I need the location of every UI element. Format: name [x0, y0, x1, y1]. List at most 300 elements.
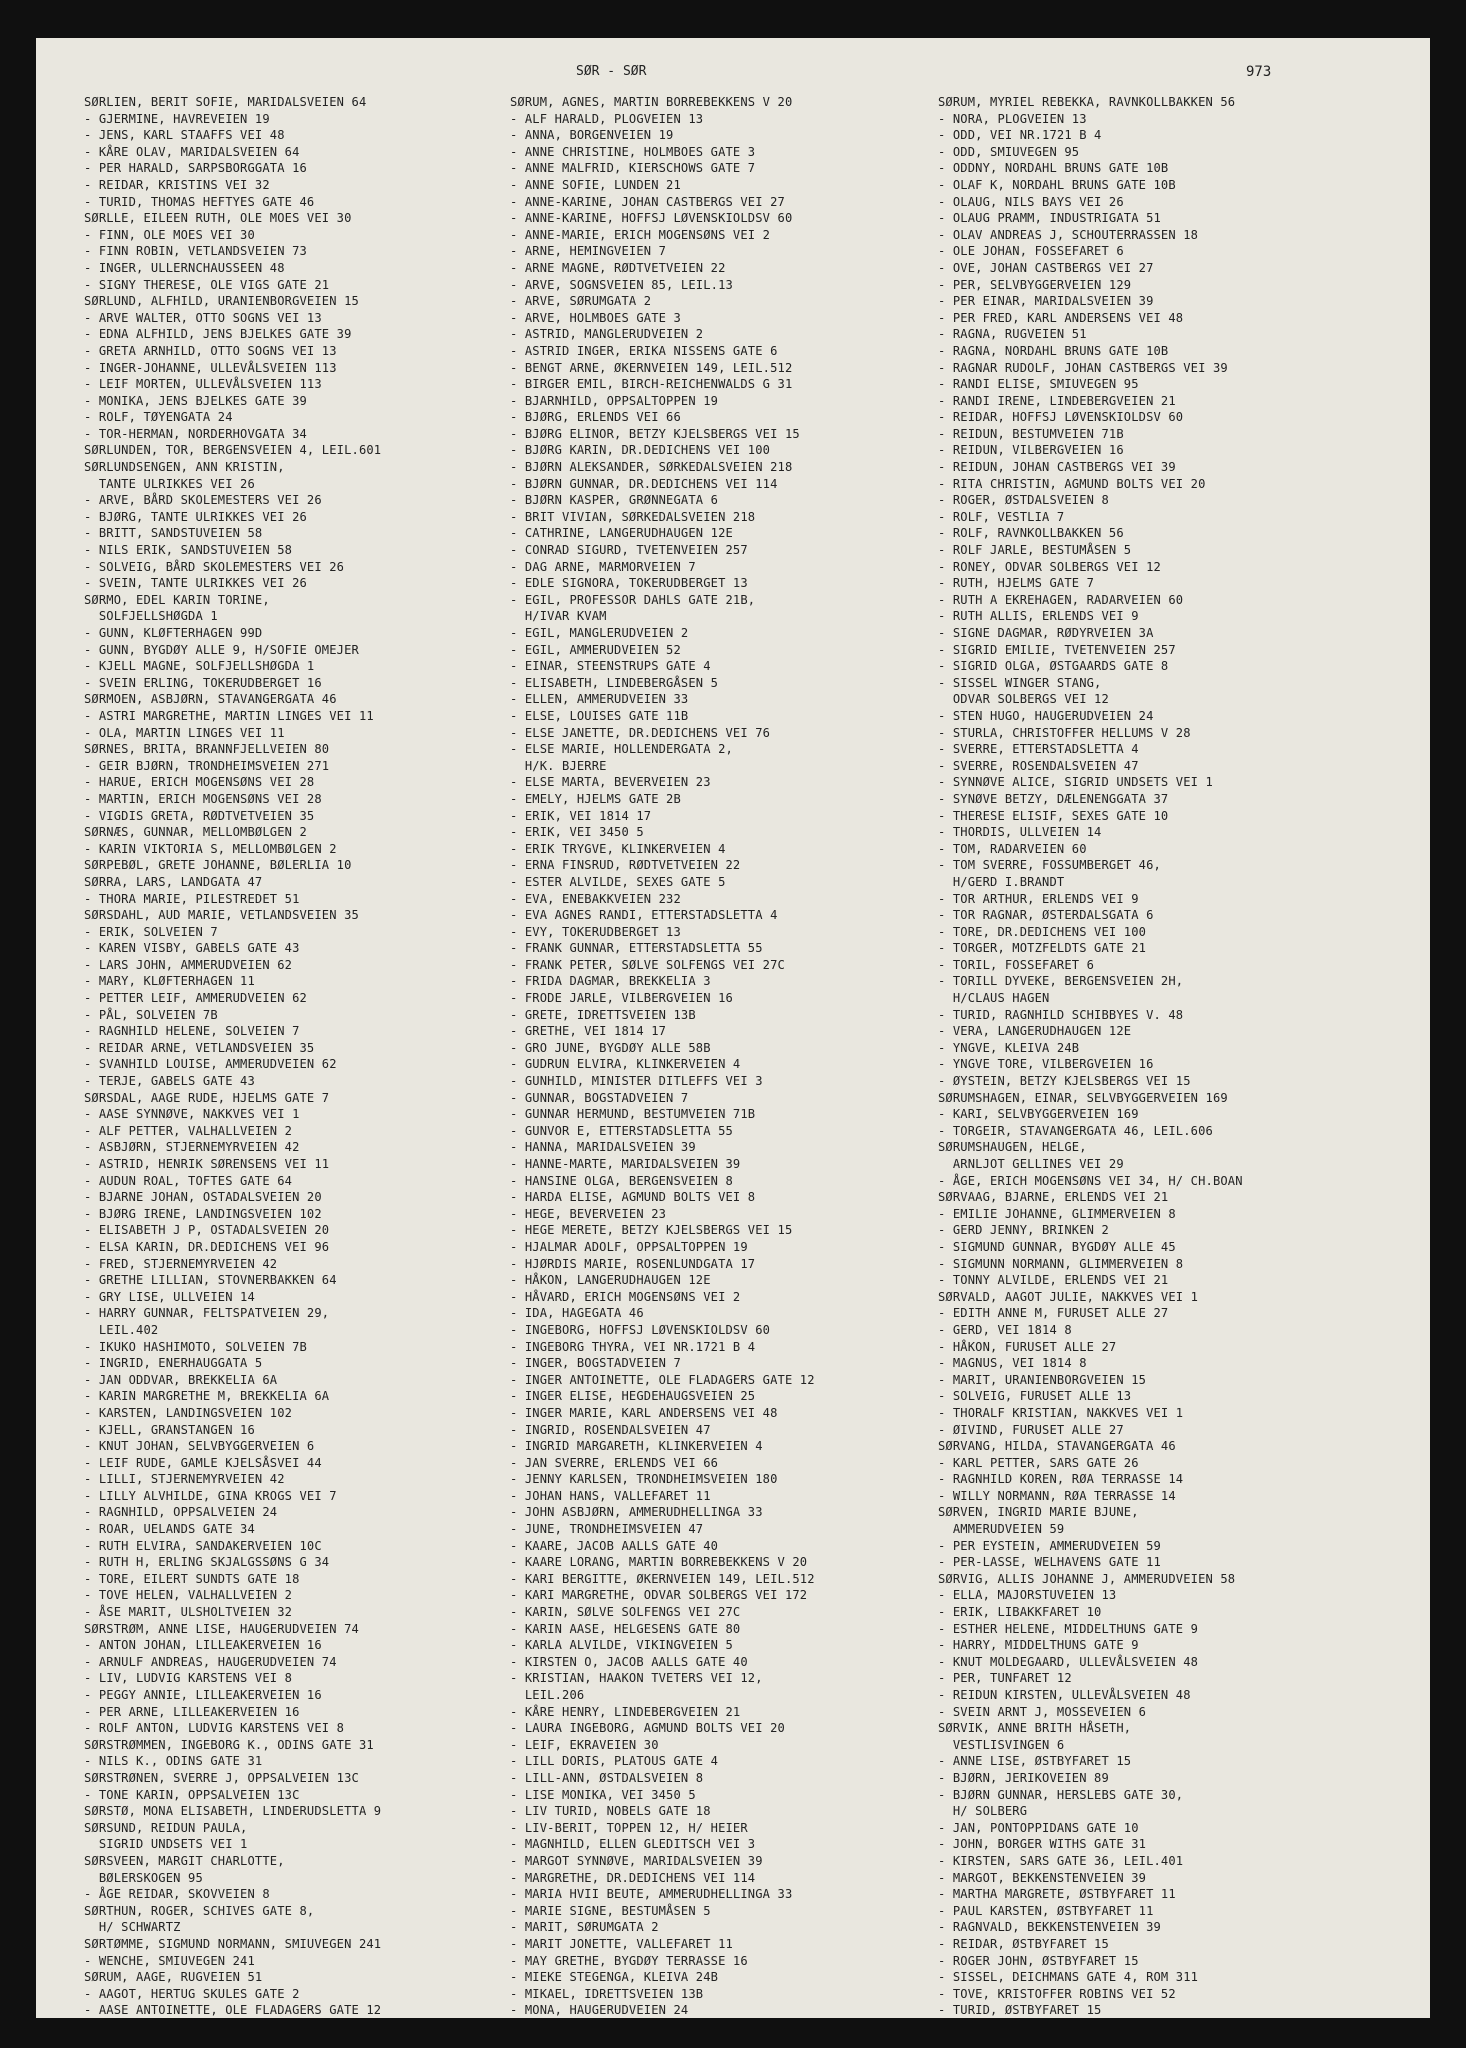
- directory-entry: - STEN HUGO, HAUGERUDVEIEN 24: [938, 708, 1154, 723]
- directory-entry: - OLAUG, NILS BAYS VEI 26: [938, 194, 1124, 209]
- directory-entry: - MARGOT, BEKKENSTENVEIEN 39: [938, 1870, 1147, 1885]
- directory-entry: - ASTRID, MANGLERUDVEIEN 2: [510, 327, 704, 342]
- directory-entry: - GEIR BJØRN, TRONDHEIMSVEIEN 271: [84, 758, 330, 773]
- directory-entry: - ODD, SMIUVEGEN 95: [938, 144, 1080, 159]
- directory-entry: - MARIT JONETTE, VALLEFARET 11: [510, 1936, 733, 1951]
- directory-entry: - GERD JENNY, BRINKEN 2: [938, 1223, 1109, 1238]
- directory-entry: - EVA, ENEBAKKVEIEN 232: [510, 891, 681, 906]
- directory-entry: - BENGT ARNE, ØKERNVEIEN 149, LEIL.512: [510, 360, 793, 375]
- directory-entry: - ELSE MARTA, BEVERVEIEN 23: [510, 775, 711, 790]
- directory-entry: H/ SOLBERG: [938, 1804, 1028, 1819]
- directory-entry: - LILL DORIS, PLATOUS GATE 4: [510, 1754, 719, 1769]
- directory-entry: - HEGE MERETE, BETZY KJELSBERGS VEI 15: [510, 1223, 793, 1238]
- directory-entry: - HÅKON, LANGERUDHAUGEN 12E: [510, 1273, 711, 1288]
- directory-entry: - ODDNY, NORDAHL BRUNS GATE 10B: [938, 161, 1169, 176]
- directory-entry: - KJELL MAGNE, SOLFJELLSHØGDA 1: [84, 659, 315, 674]
- directory-entry: - THERESE ELISIF, SEXES GATE 10: [938, 808, 1169, 823]
- directory-entry: - RUTH A EKREHAGEN, RADARVEIEN 60: [938, 592, 1184, 607]
- directory-entry: SØRMOEN, ASBJØRN, STAVANGERGATA 46: [84, 692, 337, 707]
- directory-entry: - HARDA ELISE, AGMUND BOLTS VEI 8: [510, 1190, 756, 1205]
- directory-entry: - ARNE MAGNE, RØDTVETVEIEN 22: [510, 260, 726, 275]
- directory-entry: - TERJE, GABELS GATE 43: [84, 1074, 255, 1089]
- directory-entry: - MARGOT SYNNØVE, MARIDALSVEIEN 39: [510, 1853, 763, 1868]
- directory-entry: SØRNES, BRITA, BRANNFJELLVEIEN 80: [84, 742, 330, 757]
- column-3: [938, 94, 1378, 2019]
- directory-entry: - TONNY ALVILDE, ERLENDS VEI 21: [938, 1273, 1169, 1288]
- directory-entry: - PÅL, SOLVEIEN 7B: [84, 1007, 218, 1022]
- directory-entry: - IKUKO HASHIMOTO, SOLVEIEN 7B: [84, 1339, 307, 1354]
- directory-entry: SØRSUND, REIDUN PAULA,: [84, 1820, 248, 1835]
- directory-entry: - ELLA, MAJORSTUVEIEN 13: [938, 1588, 1117, 1603]
- directory-entry: - MARY, KLØFTERHAGEN 11: [84, 974, 255, 989]
- directory-entry: - SIGMUND GUNNAR, BYGDØY ALLE 45: [938, 1239, 1176, 1254]
- directory-entry: - LEIF, EKRAVEIEN 30: [510, 1737, 659, 1752]
- directory-entry: ODVAR SOLBERGS VEI 12: [938, 692, 1109, 707]
- directory-entry: - ANNE LISE, ØSTBYFARET 15: [938, 1754, 1132, 1769]
- directory-entry: - HÅVARD, ERICH MOGENSØNS VEI 2: [510, 1289, 741, 1304]
- directory-entry: - TOM, RADARVEIEN 60: [938, 841, 1087, 856]
- directory-entry: - GRETE, IDRETTSVEIEN 13B: [510, 1007, 696, 1022]
- directory-entry: - LIV-BERIT, TOPPEN 12, H/ HEIER: [510, 1820, 748, 1835]
- directory-entry: SØRVALD, AAGOT JULIE, NAKKVES VEI 1: [938, 1289, 1199, 1304]
- directory-entry: SOLFJELLSHØGDA 1: [84, 609, 218, 624]
- directory-entry: - RAGNHILD, OPPSALVEIEN 24: [84, 1505, 278, 1520]
- directory-entry: - INGRID, ENERHAUGGATA 5: [84, 1356, 263, 1371]
- directory-entry: - LIV TURID, NOBELS GATE 18: [510, 1804, 711, 1819]
- directory-entry: - JUNE, TRONDHEIMSVEIEN 47: [510, 1522, 704, 1537]
- directory-entry: - EGIL, MANGLERUDVEIEN 2: [510, 626, 689, 640]
- directory-entry: - RAGNHILD KOREN, RØA TERRASSE 14: [938, 1472, 1184, 1487]
- directory-entry: - SVEIN ARNT J, MOSSEVEIEN 6: [938, 1704, 1147, 1719]
- directory-entry: SØRLLE, EILEEN RUTH, OLE MOES VEI 30: [84, 211, 352, 226]
- directory-entry: BØLERSKOGEN 95: [84, 1870, 203, 1885]
- directory-entry: - REIDUN, BESTUMVEIEN 71B: [938, 426, 1124, 441]
- directory-entry: - RAGNAR RUDOLF, JOHAN CASTBERGS VEI 39: [938, 360, 1228, 375]
- directory-entry: - ØYSTEIN, BETZY KJELSBERGS VEI 15: [938, 1074, 1191, 1089]
- directory-entry: - GUNNAR HERMUND, BESTUMVEIEN 71B: [510, 1107, 756, 1122]
- directory-entry: SØRSTRØNEN, SVERRE J, OPPSALVEIEN 13C: [84, 1770, 359, 1785]
- directory-entry: - REIDUN, VILBERGVEIEN 16: [938, 443, 1124, 458]
- directory-entry: - TOR-HERMAN, NORDERHOVGATA 34: [84, 426, 307, 441]
- directory-entry: - TURID, THOMAS HEFTYES GATE 46: [84, 194, 315, 209]
- directory-entry: - FINN, OLE MOES VEI 30: [84, 227, 255, 242]
- directory-entry: SØRVEN, INGRID MARIE BJUNE,: [938, 1505, 1139, 1520]
- directory-entry: - RAGNHILD HELENE, SOLVEIEN 7: [84, 1024, 300, 1039]
- directory-entry: - LILLI, STJERNEMYRVEIEN 42: [84, 1472, 285, 1487]
- directory-entry: - ELSE, LOUISES GATE 11B: [510, 708, 689, 723]
- directory-entry: - WILLY NORMANN, RØA TERRASSE 14: [938, 1488, 1176, 1503]
- directory-entry: - LISE MONIKA, VEI 3450 5: [510, 1787, 696, 1802]
- directory-entry: - BRITT, SANDSTUVEIEN 58: [84, 526, 263, 541]
- directory-entry: - YNGVE, KLEIVA 24B: [938, 1040, 1080, 1055]
- directory-entry: - REIDUN KIRSTEN, ULLEVÅLSVEIEN 48: [938, 1688, 1191, 1702]
- directory-entry: - TURID, ØSTBYFARET 15: [938, 2003, 1102, 2018]
- directory-entry: - BJØRG, TANTE ULRIKKES VEI 26: [84, 509, 307, 524]
- directory-entry: - GUNN, KLØFTERHAGEN 99D: [84, 626, 263, 640]
- directory-entry: - ARVE, BÅRD SKOLEMESTERS VEI 26: [84, 493, 322, 508]
- directory-entry: - MARTIN, ERICH MOGENSØNS VEI 28: [84, 791, 322, 806]
- directory-entry: - GUNHILD, MINISTER DITLEFFS VEI 3: [510, 1074, 763, 1089]
- page-header: [36, 64, 1430, 88]
- directory-entry: - SIGRID EMILIE, TVETENVEIEN 257: [938, 642, 1176, 657]
- directory-entry: - ROLF ANTON, LUDVIG KARSTENS VEI 8: [84, 1721, 345, 1736]
- directory-entry: - ERNA FINSRUD, RØDTVETVEIEN 22: [510, 858, 741, 873]
- directory-entry: - RUTH H, ERLING SKJALGSSØNS G 34: [84, 1555, 330, 1570]
- directory-entry: SØRLUNDSENGEN, ANN KRISTIN,: [84, 460, 285, 475]
- directory-entry: - ERIK, VEI 1814 17: [510, 808, 652, 823]
- directory-entry: - MAY GRETHE, BYGDØY TERRASSE 16: [510, 1953, 748, 1968]
- directory-entry: - TURID, RAGNHILD SCHIBBYES V. 48: [938, 1007, 1184, 1022]
- directory-entry: SØRLIEN, BERIT SOFIE, MARIDALSVEIEN 64: [84, 95, 367, 109]
- directory-entry: - RAGNA, NORDAHL BRUNS GATE 10B: [938, 343, 1169, 358]
- directory-entry: - THORALF KRISTIAN, NAKKVES VEI 1: [938, 1405, 1184, 1420]
- directory-entry: - GRETHE, VEI 1814 17: [510, 1024, 667, 1039]
- directory-entry: - OLAUG PRAMM, INDUSTRIGATA 51: [938, 211, 1161, 226]
- directory-entry: - WENCHE, SMIUVEGEN 241: [84, 1953, 255, 1968]
- directory-entry: SØRSTRØMMEN, INGEBORG K., ODINS GATE 31: [84, 1737, 374, 1752]
- directory-entry: - EVY, TOKERUDBERGET 13: [510, 924, 681, 939]
- directory-entry: - REIDAR, KRISTINS VEI 32: [84, 177, 270, 192]
- directory-entry: - ARNULF ANDREAS, HAUGERUDVEIEN 74: [84, 1654, 337, 1669]
- directory-entry: - RITA CHRISTIN, AGMUND BOLTS VEI 20: [938, 476, 1206, 491]
- directory-entry: H/ SCHWARTZ: [84, 1920, 181, 1935]
- directory-entry: - RAGNVALD, BEKKENSTENVEIEN 39: [938, 1920, 1161, 1935]
- directory-entry: SØRSTØ, MONA ELISABETH, LINDERUDSLETTA 9: [84, 1804, 382, 1819]
- directory-entry: - ROGER, ØSTDALSVEIEN 8: [938, 493, 1109, 508]
- directory-entry: - KAARE, JACOB AALLS GATE 40: [510, 1538, 719, 1553]
- directory-entry: - HARUE, ERICH MOGENSØNS VEI 28: [84, 775, 315, 790]
- directory-entry: - PER HARALD, SARPSBORGGATA 16: [84, 161, 307, 176]
- directory-entry: - ROLF, RAVNKOLLBAKKEN 56: [938, 526, 1124, 541]
- directory-entry: - REIDAR, ØSTBYFARET 15: [938, 1936, 1109, 1951]
- directory-entry: - VERA, LANGERUDHAUGEN 12E: [938, 1024, 1132, 1039]
- directory-entry: - REIDAR, HOFFSJ LØVENSKIOLDSV 60: [938, 410, 1184, 425]
- directory-entry: - INGER, ULLERNCHAUSSEEN 48: [84, 260, 285, 275]
- directory-entry: - YNGVE TORE, VILBERGVEIEN 16: [938, 1057, 1154, 1072]
- directory-entry: - AASE SYNNØVE, NAKKVES VEI 1: [84, 1107, 300, 1122]
- directory-entry: - NILS ERIK, SANDSTUVEIEN 58: [84, 543, 293, 558]
- directory-entry: H/GERD I.BRANDT: [938, 874, 1065, 889]
- directory-entry: - MONA, HAUGERUDVEIEN 24: [510, 2003, 689, 2018]
- directory-entry: - INGER ELISE, HEGDEHAUGSVEIEN 25: [510, 1389, 756, 1404]
- directory-entry: - KNUT MOLDEGAARD, ULLEVÅLSVEIEN 48: [938, 1654, 1199, 1669]
- directory-entry: - ÅGE, ERICH MOGENSØNS VEI 34, H/ CH.BOAN: [938, 1173, 1243, 1188]
- directory-entry: - RUTH ELVIRA, SANDAKERVEIEN 10C: [84, 1538, 322, 1553]
- directory-entry: - BJARNHILD, OPPSALTOPPEN 19: [510, 393, 719, 408]
- column-2: [510, 94, 950, 2019]
- directory-entry: - ROLF JARLE, BESTUMÅSEN 5: [938, 543, 1132, 558]
- directory-entry: - HARRY, MIDDELTHUNS GATE 9: [938, 1638, 1139, 1653]
- directory-entry: - ARVE, HOLMBOES GATE 3: [510, 310, 681, 325]
- directory-entry: - SISSEL WINGER STANG,: [938, 675, 1102, 690]
- directory-entry: - TOVE, KRISTOFFER ROBINS VEI 52: [938, 1986, 1176, 2001]
- directory-entry: - GRO JUNE, BYGDØY ALLE 58B: [510, 1040, 711, 1055]
- page-number: 973: [1246, 64, 1272, 80]
- directory-entry: - HARRY GUNNAR, FELTSPATVEIEN 29,: [84, 1306, 330, 1321]
- directory-entry: - KRISTIAN, HAAKON TVETERS VEI 12,: [510, 1671, 763, 1686]
- directory-entry: - JENNY KARLSEN, TRONDHEIMSVEIEN 180: [510, 1472, 778, 1487]
- directory-entry: - BJØRN GUNNAR, DR.DEDICHENS VEI 114: [510, 476, 778, 491]
- directory-entry: - FRED, STJERNEMYRVEIEN 42: [84, 1256, 278, 1271]
- directory-entry: - EDLE SIGNORA, TOKERUDBERGET 13: [510, 576, 748, 591]
- directory-entry: - SYNNØVE ALICE, SIGRID UNDSETS VEI 1: [938, 775, 1213, 790]
- directory-entry: - RANDI IRENE, LINDEBERGVEIEN 21: [938, 393, 1176, 408]
- directory-entry: VESTLISVINGEN 6: [938, 1737, 1065, 1752]
- directory-entry: - SIGNY THERESE, OLE VIGS GATE 21: [84, 277, 330, 292]
- directory-entry: - PER FRED, KARL ANDERSENS VEI 48: [938, 310, 1184, 325]
- directory-entry: - SVERRE, ETTERSTADSLETTA 4: [938, 742, 1139, 757]
- directory-entry: - MAGNUS, VEI 1814 8: [938, 1356, 1087, 1371]
- directory-entry: - KARI BERGITTE, ØKERNVEIEN 149, LEIL.512: [510, 1571, 815, 1586]
- directory-entry: - SVEIN, TANTE ULRIKKES VEI 26: [84, 576, 307, 591]
- directory-entry: - LILLY ALVHILDE, GINA KROGS VEI 7: [84, 1488, 337, 1503]
- directory-entry: - PER, SELVBYGGERVEIEN 129: [938, 277, 1132, 292]
- directory-entry: - ÅGE REIDAR, SKOVVEIEN 8: [84, 1887, 270, 1902]
- directory-entry: - ELISABETH, LINDEBERGÅSEN 5: [510, 675, 719, 690]
- directory-entry: - LEIF RUDE, GAMLE KJELSÅSVEI 44: [84, 1455, 322, 1470]
- directory-entry: - NORA, PLOGVEIEN 13: [938, 111, 1087, 126]
- directory-entry: - JOHN ASBJØRN, AMMERUDHELLINGA 33: [510, 1505, 763, 1520]
- directory-entry: - BIRGER EMIL, BIRCH-REICHENWALDS G 31: [510, 377, 793, 392]
- directory-entry: - KARLA ALVILDE, VIKINGVEIEN 5: [510, 1638, 733, 1653]
- directory-entry: - LEIF MORTEN, ULLEVÅLSVEIEN 113: [84, 377, 322, 392]
- directory-entry: - PETTER LEIF, AMMERUDVEIEN 62: [84, 991, 307, 1006]
- directory-entry: - RANDI ELISE, SMIUVEGEN 95: [938, 377, 1139, 392]
- directory-entry: - TONE KARIN, OPPSALVEIEN 13C: [84, 1787, 300, 1802]
- directory-entry: - LIV, LUDVIG KARSTENS VEI 8: [84, 1671, 293, 1686]
- directory-entry: - OLAF K, NORDAHL BRUNS GATE 10B: [938, 177, 1176, 192]
- directory-entry: TANTE ULRIKKES VEI 26: [84, 476, 255, 491]
- directory-entry: - ODD, VEI NR.1721 B 4: [938, 128, 1102, 143]
- directory-entry: - ELISABETH J P, OSTADALSVEIEN 20: [84, 1223, 330, 1238]
- directory-entry: - RAGNA, RUGVEIEN 51: [938, 327, 1087, 342]
- directory-entry: - RONEY, ODVAR SOLBERGS VEI 12: [938, 559, 1161, 574]
- directory-entry: SØRMO, EDEL KARIN TORINE,: [84, 592, 270, 607]
- directory-entry: - PER ARNE, LILLEAKERVEIEN 16: [84, 1704, 300, 1719]
- directory-entry: - ERIK, VEI 3450 5: [510, 825, 644, 840]
- directory-entry: - MARIE SIGNE, BESTUMÅSEN 5: [510, 1903, 711, 1918]
- directory-entry: - ERIK, LIBAKKFARET 10: [938, 1605, 1102, 1620]
- directory-entry: - MIEKE STEGENGA, KLEIVA 24B: [510, 1970, 719, 1985]
- column-1: [84, 94, 524, 2019]
- directory-entry: - HJØRDIS MARIE, ROSENLUNDGATA 17: [510, 1256, 756, 1271]
- directory-entry: - INGEBORG THYRA, VEI NR.1721 B 4: [510, 1339, 756, 1354]
- directory-entry: - LARS JOHN, AMMERUDVEIEN 62: [84, 957, 293, 972]
- directory-entry: - ARVE, SØRUMGATA 2: [510, 294, 652, 309]
- directory-entry: - ERIK, SOLVEIEN 7: [84, 924, 218, 939]
- directory-entry: - KJELL, GRANSTANGEN 16: [84, 1422, 255, 1437]
- directory-entry: - JENS, KARL STAAFFS VEI 48: [84, 128, 285, 143]
- directory-entry: - SISSEL, DEICHMANS GATE 4, ROM 311: [938, 1970, 1199, 1985]
- directory-entry: - ELSA KARIN, DR.DEDICHENS VEI 96: [84, 1239, 330, 1254]
- directory-entry: SØRSVEEN, MARGIT CHARLOTTE,: [84, 1853, 285, 1868]
- directory-entry: - SIGMUNN NORMANN, GLIMMERVEIEN 8: [938, 1256, 1184, 1271]
- directory-entry: - ARNE, HEMINGVEIEN 7: [510, 244, 667, 259]
- directory-entry: - ELSE JANETTE, DR.DEDICHENS VEI 76: [510, 725, 771, 740]
- directory-entry: - HANNE-MARTE, MARIDALSVEIEN 39: [510, 1157, 741, 1171]
- directory-entry: - KARIN MARGRETHE M, BREKKELIA 6A: [84, 1389, 330, 1404]
- directory-entry: - TOR RAGNAR, ØSTERDALSGATA 6: [938, 908, 1154, 923]
- directory-entry: H/CLAUS HAGEN: [938, 991, 1050, 1006]
- directory-entry: - PER-LASSE, WELHAVENS GATE 11: [938, 1555, 1161, 1570]
- directory-entry: - TORE, EILERT SUNDTS GATE 18: [84, 1571, 300, 1586]
- directory-entry: - BRIT VIVIAN, SØRKEDALSVEIEN 218: [510, 509, 756, 524]
- directory-entry: SØRLUND, ALFHILD, URANIENBORGVEIEN 15: [84, 294, 359, 309]
- directory-entry: SØRVIK, ANNE BRITH HÅSETH,: [938, 1721, 1132, 1736]
- directory-entry: - ANNE-KARINE, JOHAN CASTBERGS VEI 27: [510, 194, 785, 209]
- directory-entry: - OLAV ANDREAS J, SCHOUTERRASSEN 18: [938, 227, 1199, 242]
- directory-entry: - PEGGY ANNIE, LILLEAKERVEIEN 16: [84, 1688, 322, 1702]
- directory-entry: - TORE, DR.DEDICHENS VEI 100: [938, 924, 1147, 939]
- directory-entry: - ARVE, SOGNSVEIEN 85, LEIL.13: [510, 277, 733, 292]
- directory-entry: - MARIT, URANIENBORGVEIEN 15: [938, 1372, 1147, 1387]
- directory-entry: - KAREN VISBY, GABELS GATE 43: [84, 941, 300, 956]
- directory-entry: - BJØRN ALEKSANDER, SØRKEDALSVEIEN 218: [510, 460, 793, 475]
- directory-entry: - BJARNE JOHAN, OSTADALSVEIEN 20: [84, 1190, 322, 1205]
- directory-entry: - FINN ROBIN, VETLANDSVEIEN 73: [84, 244, 307, 259]
- directory-entry: - JAN SVERRE, ERLENDS VEI 66: [510, 1455, 719, 1470]
- directory-entry: SØRUM, MYRIEL REBEKKA, RAVNKOLLBAKKEN 56: [938, 95, 1236, 109]
- directory-entry: - CONRAD SIGURD, TVETENVEIEN 257: [510, 543, 748, 558]
- directory-entry: - KARIN AASE, HELGESENS GATE 80: [510, 1621, 741, 1636]
- directory-entry: - BJØRN KASPER, GRØNNEGATA 6: [510, 493, 719, 508]
- directory-entry: - CATHRINE, LANGERUDHAUGEN 12E: [510, 526, 733, 541]
- directory-entry: - VIGDIS GRETA, RØDTVETVEIEN 35: [84, 808, 315, 823]
- directory-entry: - TORIL, FOSSEFARET 6: [938, 957, 1095, 972]
- directory-entry: - KARIN VIKTORIA S, MELLOMBØLGEN 2: [84, 841, 337, 856]
- directory-entry: - KÅRE HENRY, LINDEBERGVEIEN 21: [510, 1704, 741, 1719]
- directory-entry: - INGRID, ROSENDALSVEIEN 47: [510, 1422, 711, 1437]
- directory-entry: H/IVAR KVAM: [510, 609, 607, 624]
- directory-entry: - EINAR, STEENSTRUPS GATE 4: [510, 659, 711, 674]
- directory-entry: SØRTØMME, SIGMUND NORMANN, SMIUVEGEN 241: [84, 1936, 382, 1951]
- directory-entry: - KIRSTEN O, JACOB AALLS GATE 40: [510, 1654, 748, 1669]
- directory-entry: - INGRID MARGARETH, KLINKERVEIEN 4: [510, 1439, 763, 1454]
- directory-entry: - PER, TUNFARET 12: [938, 1671, 1072, 1686]
- directory-entry: - HEGE, BEVERVEIEN 23: [510, 1206, 667, 1221]
- directory-entry: LEIL.402: [84, 1322, 159, 1337]
- directory-entry: - KARIN, SØLVE SOLFENGS VEI 27C: [510, 1605, 741, 1620]
- directory-entry: - BJØRG, ERLENDS VEI 66: [510, 410, 681, 425]
- directory-entry: - ANNE-KARINE, HOFFSJ LØVENSKIOLDSV 60: [510, 211, 793, 226]
- directory-entry: - SIGNE DAGMAR, RØDYRVEIEN 3A: [938, 626, 1154, 640]
- directory-entry: - KNUT JOHAN, SELVBYGGERVEIEN 6: [84, 1439, 315, 1454]
- directory-entry: SØRRA, LARS, LANDGATA 47: [84, 874, 263, 889]
- directory-entry: - ASTRI MARGRETHE, MARTIN LINGES VEI 11: [84, 708, 374, 723]
- directory-entry: - AUDUN ROAL, TOFTES GATE 64: [84, 1173, 293, 1188]
- directory-entry: - RUTH, HJELMS GATE 7: [938, 576, 1095, 591]
- directory-entry: - EDITH ANNE M, FURUSET ALLE 27: [938, 1306, 1169, 1321]
- directory-entry: - FRODE JARLE, VILBERGVEIEN 16: [510, 991, 733, 1006]
- directory-entry: - KARL PETTER, SARS GATE 26: [938, 1455, 1139, 1470]
- directory-entry: SØRSDAL, AAGE RUDE, HJELMS GATE 7: [84, 1090, 330, 1105]
- directory-entry: - ANNE-MARIE, ERICH MOGENSØNS VEI 2: [510, 227, 771, 242]
- directory-entry: - HANNA, MARIDALSVEIEN 39: [510, 1140, 696, 1155]
- directory-entry: - ANNE MALFRID, KIERSCHOWS GATE 7: [510, 161, 756, 176]
- directory-entry: - GERD, VEI 1814 8: [938, 1322, 1072, 1337]
- directory-entry: - PER EYSTEIN, AMMERUDVEIEN 59: [938, 1538, 1161, 1553]
- directory-entry: - EMELY, HJELMS GATE 2B: [510, 791, 681, 806]
- directory-entry: - RUTH ALLIS, ERLENDS VEI 9: [938, 609, 1139, 624]
- directory-entry: - INGEBORG, HOFFSJ LØVENSKIOLDSV 60: [510, 1322, 771, 1337]
- directory-entry: AMMERUDVEIEN 59: [938, 1522, 1065, 1537]
- directory-entry: - ROLF, TØYENGATA 24: [84, 410, 233, 425]
- directory-entry: - TOVE HELEN, VALHALLVEIEN 2: [84, 1588, 293, 1603]
- directory-entry: - HJALMAR ADOLF, OPPSALTOPPEN 19: [510, 1239, 748, 1254]
- directory-entry: SØRUMSHAGEN, EINAR, SELVBYGGERVEIEN 169: [938, 1090, 1228, 1105]
- directory-entry: - SOLVEIG, BÅRD SKOLEMESTERS VEI 26: [84, 559, 345, 574]
- directory-entry: - INGER-JOHANNE, ULLEVÅLSVEIEN 113: [84, 360, 337, 375]
- directory-entry: - JOHAN HANS, VALLEFARET 11: [510, 1488, 711, 1503]
- directory-entry: - KIRSTEN, SARS GATE 36, LEIL.401: [938, 1853, 1184, 1868]
- directory-entry: - FRANK GUNNAR, ETTERSTADSLETTA 55: [510, 941, 763, 956]
- directory-entry: - KARI, SELVBYGGERVEIEN 169: [938, 1107, 1139, 1122]
- directory-entry: - ANNE CHRISTINE, HOLMBOES GATE 3: [510, 144, 756, 159]
- directory-entry: - THORA MARIE, PILESTREDET 51: [84, 891, 300, 906]
- directory-entry: - MARIA HVII BEUTE, AMMERUDHELLINGA 33: [510, 1887, 793, 1902]
- directory-entry: - REIDUN, JOHAN CASTBERGS VEI 39: [938, 460, 1176, 475]
- directory-entry: - AASE ANTOINETTE, OLE FLADAGERS GATE 12: [84, 2003, 382, 2018]
- directory-entry: - KAARE LORANG, MARTIN BORREBEKKENS V 20: [510, 1555, 808, 1570]
- directory-entry: - INGER ANTOINETTE, OLE FLADAGERS GATE 12: [510, 1372, 815, 1387]
- directory-entry: - EDNA ALFHILD, JENS BJELKES GATE 39: [84, 327, 352, 342]
- directory-entry: - ASTRID, HENRIK SØRENSENS VEI 11: [84, 1157, 330, 1171]
- directory-entry: SØRUMSHAUGEN, HELGE,: [938, 1140, 1087, 1155]
- directory-entry: - ERIK TRYGVE, KLINKERVEIEN 4: [510, 841, 726, 856]
- directory-entry: - ALF PETTER, VALHALLVEIEN 2: [84, 1123, 293, 1138]
- directory-entry: - MIKAEL, IDRETTSVEIEN 13B: [510, 1986, 704, 2001]
- directory-entry: SØRSDAHL, AUD MARIE, VETLANDSVEIEN 35: [84, 908, 359, 923]
- directory-entry: - ÅSE MARIT, ULSHOLTVEIEN 32: [84, 1605, 293, 1620]
- page-title: SØR - SØR: [576, 64, 647, 79]
- directory-entry: - GRY LISE, ULLVEIEN 14: [84, 1289, 255, 1304]
- directory-entry: SØRLUNDEN, TOR, BERGENSVEIEN 4, LEIL.601: [84, 443, 382, 458]
- directory-entry: - ANTON JOHAN, LILLEAKERVEIEN 16: [84, 1638, 322, 1653]
- directory-entry: - SVERRE, ROSENDALSVEIEN 47: [938, 758, 1139, 773]
- directory-entry: - TORGER, MOTZFELDTS GATE 21: [938, 941, 1147, 956]
- directory-entry: - BJØRG ELINOR, BETZY KJELSBERGS VEI 15: [510, 426, 800, 441]
- directory-entry: - MARIT, SØRUMGATA 2: [510, 1920, 659, 1935]
- directory-entry: - ROAR, UELANDS GATE 34: [84, 1522, 255, 1537]
- directory-entry: - ELLEN, AMMERUDVEIEN 33: [510, 692, 689, 707]
- directory-entry: SØRTHUN, ROGER, SCHIVES GATE 8,: [84, 1903, 315, 1918]
- directory-entry: - BJØRG KARIN, DR.DEDICHENS VEI 100: [510, 443, 771, 458]
- directory-entry: - BJØRN GUNNAR, HERSLEBS GATE 30,: [938, 1787, 1184, 1802]
- directory-entry: - IDA, HAGEGATA 46: [510, 1306, 644, 1321]
- directory-entry: - GRETA ARNHILD, OTTO SOGNS VEI 13: [84, 343, 337, 358]
- directory-entry: - INGER MARIE, KARL ANDERSENS VEI 48: [510, 1405, 778, 1420]
- directory-entry: - BJØRG IRENE, LANDINGSVEIEN 102: [84, 1206, 322, 1221]
- directory-entry: SØRUM, AGNES, MARTIN BORREBEKKENS V 20: [510, 95, 793, 109]
- directory-entry: - GJERMINE, HAVREVEIEN 19: [84, 111, 270, 126]
- directory-entry: - KÅRE OLAV, MARIDALSVEIEN 64: [84, 144, 300, 159]
- directory-entry: - SOLVEIG, FURUSET ALLE 13: [938, 1389, 1132, 1404]
- directory-page: [36, 38, 1430, 2018]
- directory-entry: - DAG ARNE, MARMORVEIEN 7: [510, 559, 696, 574]
- directory-entry: - ANNE SOFIE, LUNDEN 21: [510, 177, 681, 192]
- directory-entry: - ASTRID INGER, ERIKA NISSENS GATE 6: [510, 343, 778, 358]
- directory-entry: - ALF HARALD, PLOGVEIEN 13: [510, 111, 704, 126]
- directory-entry: SIGRID UNDSETS VEI 1: [84, 1837, 248, 1852]
- directory-entry: - MAGNHILD, ELLEN GLEDITSCH VEI 3: [510, 1837, 756, 1852]
- directory-entry: SØRPEBØL, GRETE JOHANNE, BØLERLIA 10: [84, 858, 352, 873]
- directory-entry: - SYNØVE BETZY, DÆLENENGGATA 37: [938, 791, 1169, 806]
- directory-entry: - JOHN, BORGER WITHS GATE 31: [938, 1837, 1147, 1852]
- directory-entry: - TOR ARTHUR, ERLENDS VEI 9: [938, 891, 1139, 906]
- directory-entry: - ANNA, BORGENVEIEN 19: [510, 128, 674, 143]
- directory-entry: - JAN, PONTOPPIDANS GATE 10: [938, 1820, 1139, 1835]
- directory-entry: - GUNNAR, BOGSTADVEIEN 7: [510, 1090, 689, 1105]
